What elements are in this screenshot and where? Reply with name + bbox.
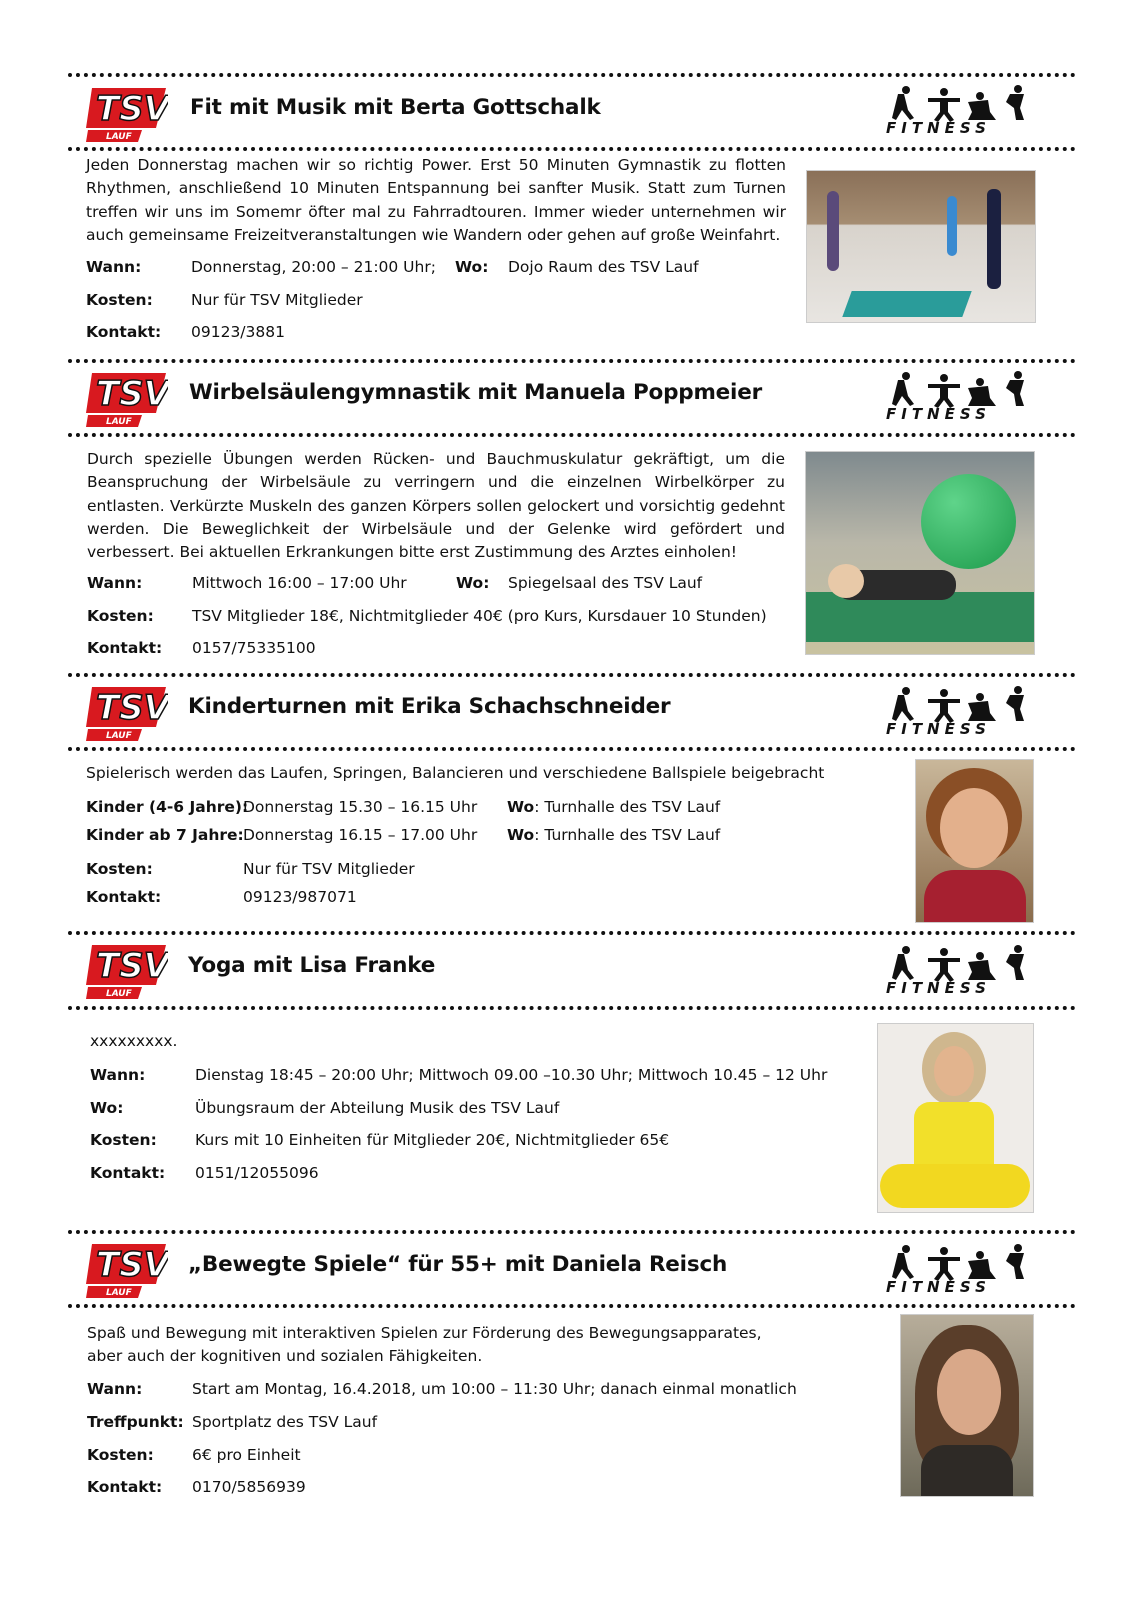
course-description: Spaß und Bewegung mit interaktiven Spielen zur Förderung des Bewegungsapparates, aber auch der kognitiven und sozialen Fähigkeiten. bbox=[87, 1324, 762, 1366]
kosten-label: Kosten: bbox=[87, 607, 154, 625]
wo-value: Spiegelsaal des TSV Lauf bbox=[508, 574, 703, 592]
course-description: Spielerisch werden das Laufen, Springen, Balancieren und verschiedene Ballspiele beigebracht bbox=[86, 764, 825, 782]
kontakt-label: Kontakt: bbox=[86, 888, 162, 906]
divider bbox=[68, 931, 1076, 935]
group1-location: Wo: Turnhalle des TSV Lauf bbox=[507, 798, 721, 816]
course-title: Wirbelsäulengymnastik mit Manuela Poppmeier bbox=[189, 380, 762, 405]
wann-value: Donnerstag, 20:00 – 21:00 Uhr; bbox=[191, 258, 436, 276]
kosten-value: Nur für TSV Mitglieder bbox=[243, 860, 415, 878]
tsv-logo bbox=[86, 369, 168, 427]
wo-label: Wo: bbox=[90, 1099, 124, 1117]
divider bbox=[68, 147, 1076, 151]
divider bbox=[68, 1006, 1076, 1010]
divider bbox=[68, 673, 1076, 677]
group2-label: Kinder ab 7 Jahre: bbox=[86, 826, 244, 844]
tsv-logo bbox=[86, 683, 168, 741]
kosten-value: 6€ pro Einheit bbox=[192, 1446, 301, 1464]
tsv-logo bbox=[86, 941, 168, 999]
kontakt-value: 0170/5856939 bbox=[192, 1478, 306, 1496]
divider bbox=[68, 359, 1076, 363]
wann-label: Wann: bbox=[86, 258, 142, 276]
wo-value: Dojo Raum des TSV Lauf bbox=[508, 258, 699, 276]
fitness-logo bbox=[884, 84, 1034, 134]
gym-class-photo bbox=[806, 170, 1036, 323]
wann-label: Wann: bbox=[87, 574, 143, 592]
wann-label: Wann: bbox=[87, 1380, 143, 1398]
divider bbox=[68, 433, 1076, 437]
divider bbox=[68, 1304, 1076, 1308]
fitness-logo bbox=[884, 370, 1034, 420]
fitness-logo bbox=[884, 685, 1034, 735]
kontakt-value: 0157/75335100 bbox=[192, 639, 316, 657]
course-title: Kinderturnen mit Erika Schachschneider bbox=[188, 694, 671, 719]
kosten-value: Kurs mit 10 Einheiten für Mitglieder 20€, Nichtmitglieder 65€ bbox=[195, 1131, 670, 1149]
wann-value: Start am Montag, 16.4.2018, um 10:00 – 11:30 Uhr; danach einmal monatlich bbox=[192, 1380, 797, 1398]
course-title: Yoga mit Lisa Franke bbox=[188, 953, 436, 978]
course-description: xxxxxxxxx. bbox=[90, 1032, 178, 1050]
wo-value: Übungsraum der Abteilung Musik des TSV Lauf bbox=[195, 1099, 560, 1117]
kosten-value: Nur für TSV Mitglieder bbox=[191, 291, 363, 309]
kosten-label: Kosten: bbox=[86, 291, 153, 309]
kosten-label: Kosten: bbox=[86, 860, 153, 878]
wo-label: Wo: bbox=[455, 258, 489, 276]
tsv-logo bbox=[86, 84, 168, 142]
kontakt-label: Kontakt: bbox=[87, 639, 163, 657]
wann-label: Wann: bbox=[90, 1066, 146, 1084]
tsv-logo bbox=[86, 1240, 168, 1298]
kosten-value: TSV Mitglieder 18€, Nichtmitglieder 40€ (pro Kurs, Kursdauer 10 Stunden) bbox=[192, 607, 767, 625]
group1-label: Kinder (4-6 Jahre): bbox=[86, 798, 249, 816]
kontakt-value: 09123/987071 bbox=[243, 888, 357, 906]
group2-location: Wo: Turnhalle des TSV Lauf bbox=[507, 826, 721, 844]
wann-value: Dienstag 18:45 – 20:00 Uhr; Mittwoch 09.00 –10.30 Uhr; Mittwoch 10.45 – 12 Uhr bbox=[195, 1066, 828, 1084]
divider bbox=[68, 747, 1076, 751]
trainer-portrait-photo bbox=[915, 759, 1034, 923]
kontakt-value: 09123/3881 bbox=[191, 323, 285, 341]
wo-label: Wo: bbox=[456, 574, 490, 592]
trainer-portrait-photo bbox=[900, 1314, 1034, 1497]
course-title: „Bewegte Spiele“ für 55+ mit Daniela Reisch bbox=[188, 1252, 728, 1277]
yoga-trainer-photo bbox=[877, 1023, 1034, 1213]
course-description: Jeden Donnerstag machen wir so richtig Power. Erst 50 Minuten Gymnastik zu flotten Rhythmen, anschließend 10 Minuten Entspannung bei sanfter Musik. Statt zum Turnen treffen wir uns im Somemr öfter mal zu Fahrradtouren. Immer wieder unternehmen wir auch gemeinsame Freizeitveranstaltungen wie Wandern oder gehen auf große Weinfahrt. bbox=[86, 156, 786, 244]
group1-time: Donnerstag 15.30 – 16.15 Uhr bbox=[243, 798, 478, 816]
fitness-logo bbox=[884, 1243, 1034, 1293]
course-description: Durch spezielle Übungen werden Rücken- und Bauchmuskulatur gekräftigt, um die Beanspruchung der Wirbelsäule zu verringern und die einzelnen Wirbelkörper zu entlasten. Verkürzte Muskeln des ganzen Körpers sollen gelockert und vorsichtig gedehnt werden. Die Beweglichkeit der Wirbelsäule und der Gelenke wird gefördert und verbessert. Bei aktuellen Erkrankungen bitte erst Zustimmung des Arztes einholen! bbox=[87, 450, 785, 562]
kontakt-label: Kontakt: bbox=[86, 323, 162, 341]
group2-time: Donnerstag 16.15 – 17.00 Uhr bbox=[243, 826, 478, 844]
kosten-label: Kosten: bbox=[90, 1131, 157, 1149]
treffpunkt-label: Treffpunkt: bbox=[87, 1413, 184, 1431]
kosten-label: Kosten: bbox=[87, 1446, 154, 1464]
kontakt-label: Kontakt: bbox=[87, 1478, 163, 1496]
exercise-ball-photo bbox=[805, 451, 1035, 655]
kontakt-value: 0151/12055096 bbox=[195, 1164, 319, 1182]
course-title: Fit mit Musik mit Berta Gottschalk bbox=[190, 95, 601, 120]
fitness-logo bbox=[884, 944, 1034, 994]
divider bbox=[68, 73, 1076, 77]
divider bbox=[68, 1230, 1076, 1234]
wann-value: Mittwoch 16:00 – 17:00 Uhr bbox=[192, 574, 407, 592]
kontakt-label: Kontakt: bbox=[90, 1164, 166, 1182]
treffpunkt-value: Sportplatz des TSV Lauf bbox=[192, 1413, 378, 1431]
